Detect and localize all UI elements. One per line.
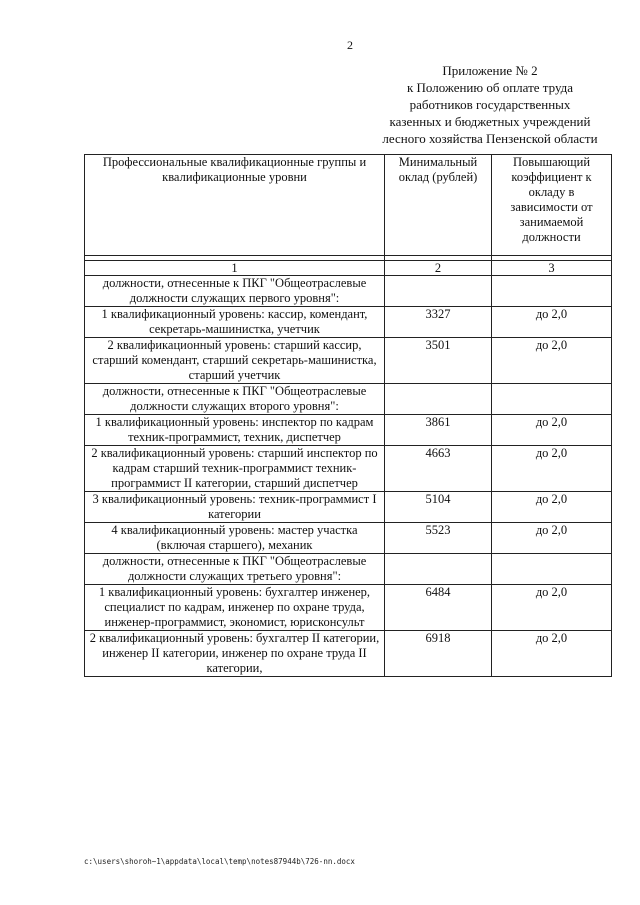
row-title: должности, отнесенные к ПКГ "Общеотраслевые должности служащих второго уровня": — [85, 384, 385, 415]
row-coefficient: до 2,0 — [492, 415, 612, 446]
row-salary — [385, 384, 492, 415]
appendix-title: Приложение № 2 — [442, 63, 538, 78]
table-row — [85, 585, 612, 631]
column-numbers-row — [85, 261, 612, 276]
page-number: 2 — [347, 38, 353, 52]
appendix-header — [355, 62, 625, 147]
row-coefficient: до 2,0 — [492, 446, 612, 492]
row-salary — [385, 554, 492, 585]
appendix-line-3: казенных и бюджетных учреждений — [389, 114, 591, 129]
row-coefficient: до 2,0 — [492, 307, 612, 338]
row-salary: 3327 — [385, 307, 492, 338]
row-salary: 3861 — [385, 415, 492, 446]
row-coefficient — [492, 384, 612, 415]
appendix-line-2: работников государственных — [409, 97, 571, 112]
table-row — [85, 276, 612, 307]
row-salary: 5523 — [385, 523, 492, 554]
footer-file-path: c:\users\shoroh~1\appdata\local\temp\notes87944b\726-nn.docx — [84, 857, 355, 866]
row-coefficient: до 2,0 — [492, 585, 612, 631]
header-qualification-groups: Профессиональные квалификационные группы и квалификационные уровни — [85, 155, 385, 256]
table-row — [85, 523, 612, 554]
salary-table — [84, 154, 612, 677]
table-header-row — [85, 155, 612, 256]
header-min-salary: Минимальный оклад (рублей) — [385, 155, 492, 256]
row-title: должности, отнесенные к ПКГ "Общеотраслевые должности служащих третьего уровня": — [85, 554, 385, 585]
column-number: 1 — [85, 261, 385, 276]
table-row — [85, 446, 612, 492]
row-title: 2 квалификационный уровень: старший инспектор по кадрам старший техник-программист техник-программист II категории, старший диспетчер — [85, 446, 385, 492]
appendix-line-4: лесного хозяйства Пензенской области — [382, 131, 598, 146]
header-coefficient: Повышающий коэффициент к окладу в зависимости от занимаемой должности — [492, 155, 612, 256]
row-coefficient: до 2,0 — [492, 631, 612, 677]
table-row — [85, 415, 612, 446]
row-coefficient — [492, 554, 612, 585]
row-salary: 5104 — [385, 492, 492, 523]
column-number: 3 — [492, 261, 612, 276]
row-title: 2 квалификационный уровень: старший кассир, старший комендант, старший секретарь-машинистка, старший учетчик — [85, 338, 385, 384]
table-row — [85, 338, 612, 384]
row-coefficient: до 2,0 — [492, 492, 612, 523]
table-row — [85, 307, 612, 338]
row-title: должности, отнесенные к ПКГ "Общеотраслевые должности служащих первого уровня": — [85, 276, 385, 307]
row-title: 2 квалификационный уровень: бухгалтер II категории, инженер II категории, инженер по охране труда II категории, — [85, 631, 385, 677]
row-coefficient: до 2,0 — [492, 523, 612, 554]
table-row — [85, 631, 612, 677]
row-title: 3 квалификационный уровень: техник-программист I категории — [85, 492, 385, 523]
row-coefficient — [492, 276, 612, 307]
row-title: 1 квалификационный уровень: бухгалтер инженер, специалист по кадрам, инженер по охране труда, инженер-программист, экономист, юрисконсульт — [85, 585, 385, 631]
row-salary: 3501 — [385, 338, 492, 384]
table-row — [85, 492, 612, 523]
table-row — [85, 554, 612, 585]
row-title: 1 квалификационный уровень: инспектор по кадрам техник-программист, техник, диспетчер — [85, 415, 385, 446]
row-salary: 6484 — [385, 585, 492, 631]
column-number: 2 — [385, 261, 492, 276]
appendix-line-1: к Положению об оплате труда — [406, 80, 574, 95]
row-salary — [385, 276, 492, 307]
table-row — [85, 384, 612, 415]
row-title: 1 квалификационный уровень: кассир, комендант, секретарь-машинистка, учетчик — [85, 307, 385, 338]
row-salary: 4663 — [385, 446, 492, 492]
row-coefficient: до 2,0 — [492, 338, 612, 384]
row-title: 4 квалификационный уровень: мастер участка (включая старшего), механик — [85, 523, 385, 554]
row-salary: 6918 — [385, 631, 492, 677]
